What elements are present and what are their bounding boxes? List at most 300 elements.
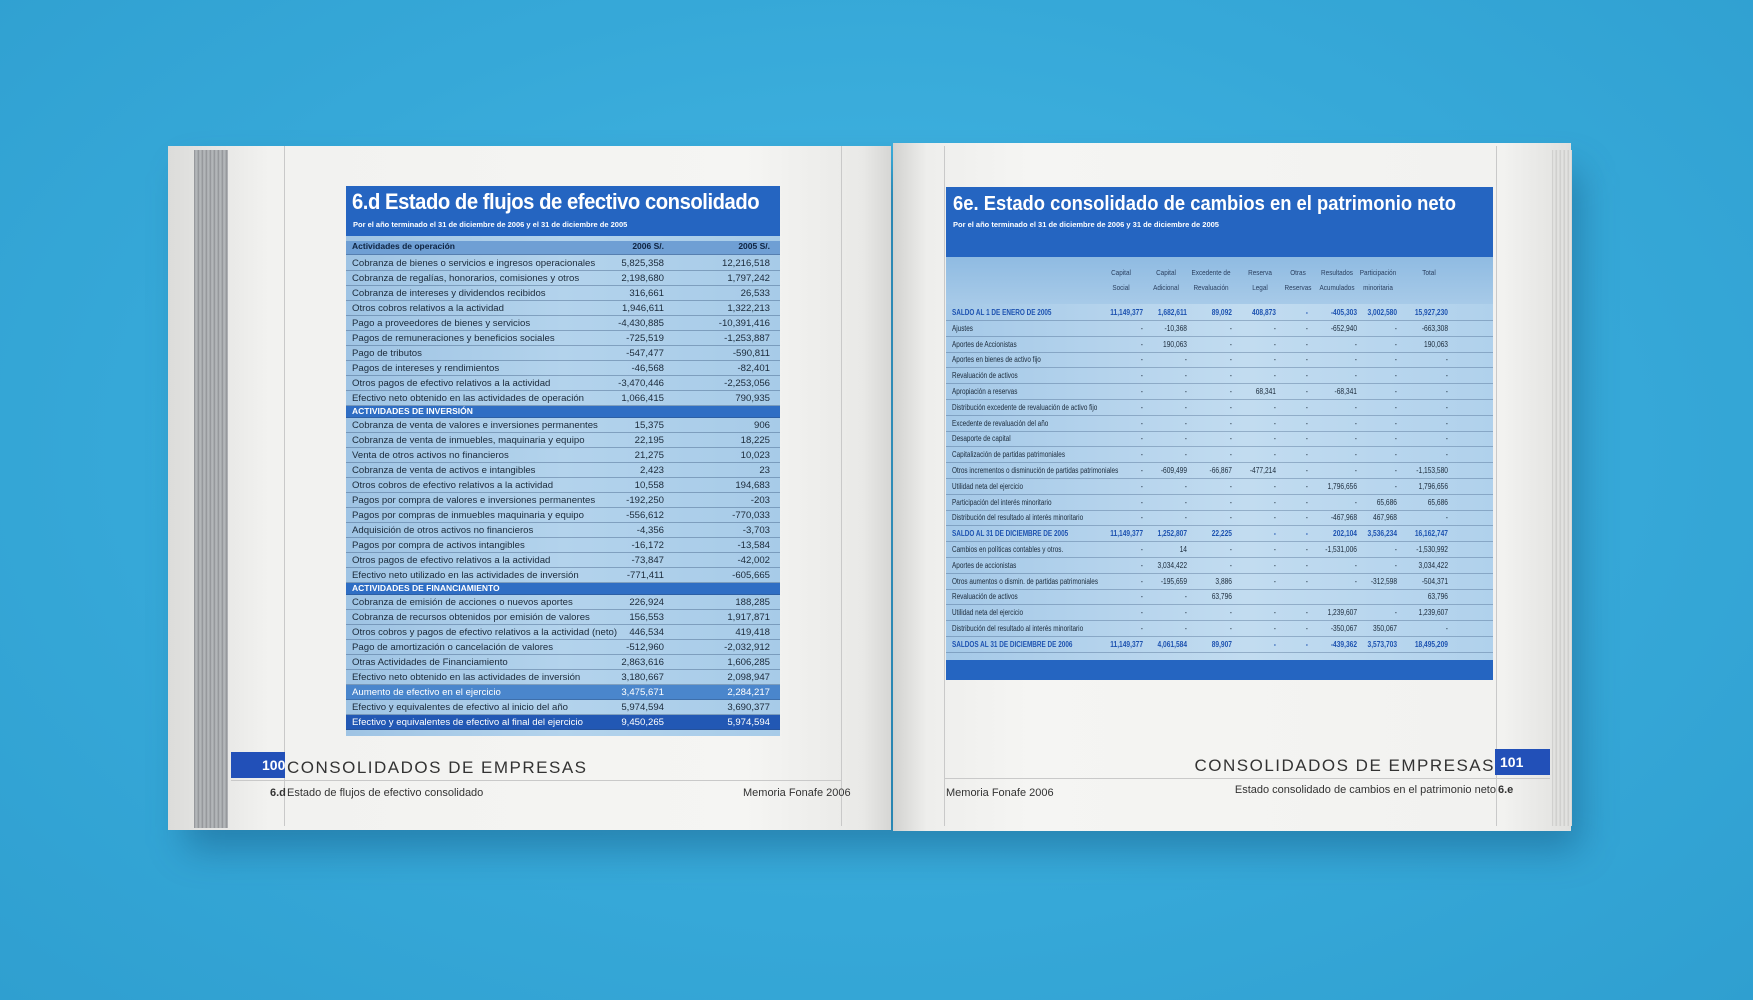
value-2005: 790,935 [735,393,770,404]
cell-value: - [1273,639,1276,649]
row-label: Pago de tributos [352,348,422,359]
table-row [946,558,1493,574]
cell-value: 65,686 [1376,497,1397,507]
value-2006: 156,553 [629,612,664,623]
cell-value: 202,104 [1333,529,1357,539]
table-row [346,655,780,670]
cell-value: - [1140,560,1143,570]
cell-value: - [1305,355,1308,365]
cell-value: - [1445,402,1448,412]
cell-value: - [1140,450,1143,460]
section-row [346,583,780,595]
value-2006: -46,568 [631,363,664,374]
cell-value: -66,867 [1209,466,1232,475]
value-2005: -3,703 [742,525,770,536]
table-row [946,542,1493,558]
table-row [346,331,780,346]
cell-value: - [1305,323,1308,333]
page-subtitle: Por el año terminado el 31 de diciembre de 2006 y 31 de diciembre de 2005 [953,220,1219,229]
cell-value: - [1354,371,1357,381]
cell-value: 65,686 [1427,497,1448,507]
cell-value: -467,968 [1330,513,1357,523]
table-row [946,463,1493,479]
cell-value: -350,067 [1330,624,1357,633]
cell-value: 3,536,234 [1367,529,1397,539]
footer-rule [944,778,1550,779]
cash-flow-table [346,186,780,736]
page-number: 101 [1500,754,1524,770]
cell-value: 15,927,230 [1414,308,1448,317]
value-2005: -13,584 [737,540,770,551]
row-label: Ajustes [952,323,973,333]
cell-value: -663,308 [1421,323,1448,333]
row-label: Pagos de intereses y rendimientos [352,363,500,374]
footer-rule [231,780,841,781]
table-row [946,510,1493,526]
cell-value: 190,063 [1163,339,1187,349]
row-label: Cobranza de recursos obtenidos por emisión de valores [352,612,590,623]
cell-value: 22,225 [1211,529,1232,539]
cell-value: - [1140,371,1143,381]
table-row [946,368,1493,384]
row-label: Revaluación de activos [952,371,1018,381]
row-label: Otros aumentos o dismin. de partidas patrimoniales [952,576,1099,586]
table-row [346,640,780,655]
cell-value: - [1445,450,1448,460]
value-2006: -556,612 [626,510,664,521]
cell-value: - [1273,624,1276,633]
row-label: Otros cobros de efectivo relativos a la actividad [352,480,554,491]
right-inner-guide [944,146,945,826]
row-label: Participación del interés minoritario [952,497,1052,507]
cell-value: 18,495,209 [1414,639,1448,649]
table-row [346,508,780,523]
column-header-line: Reservas [1284,283,1312,292]
cell-value: - [1445,434,1448,444]
cell-value: - [1229,560,1232,570]
value-2005: 26,533 [740,288,770,299]
table-row [946,621,1493,637]
row-label: Distribución del resultado al interés minoritario [952,513,1084,523]
cell-value: 3,573,703 [1367,639,1397,649]
row-label: Apropiación a reservas [952,387,1018,396]
cell-value: 350,067 [1373,624,1397,633]
column-header-line: Adicional [1153,283,1179,292]
cell-value: - [1354,418,1357,428]
cell-value: - [1273,434,1276,444]
table-row [946,352,1493,368]
column-header: 2006 S/. [632,241,664,251]
value-2005: -42,002 [737,555,770,566]
cell-value: - [1394,466,1397,475]
value-2005: 194,683 [735,480,770,491]
cell-value: 3,002,580 [1367,308,1397,317]
value-2006: -771,411 [626,570,664,581]
right-margin-guide [1496,146,1497,826]
cell-value: - [1354,402,1357,412]
cell-value: - [1445,624,1448,633]
row-label: ACTIVIDADES DE FINANCIAMIENTO [352,583,500,593]
cell-value: 89,907 [1211,639,1232,649]
cell-value: - [1394,450,1397,460]
cell-value: -504,371 [1421,576,1448,586]
cell-value: 89,092 [1211,308,1232,317]
balance-row [946,526,1493,542]
cell-value: - [1140,545,1143,554]
cell-value: - [1184,402,1187,412]
equity-column-headers [946,257,1493,304]
row-label: Otros pagos de efectivo relativos a la actividad [352,378,551,389]
value-2006: 10,558 [634,480,664,491]
right-page-stack-edge [1552,150,1572,826]
row-label: SALDOS AL 31 DE DICIEMBRE DE 2006 [952,639,1073,649]
cell-value: - [1229,339,1232,349]
cell-value: - [1229,323,1232,333]
column-header-line: minoritaria [1363,283,1393,292]
cell-value: 3,034,422 [1157,560,1187,570]
value-2005: 10,023 [740,450,770,461]
table-row [346,376,780,391]
table-row [346,361,780,376]
left-inner-guide [841,146,842,826]
cell-value: - [1394,371,1397,381]
row-label: Aumento de efectivo en el ejercicio [352,687,501,698]
page-number-box [231,752,285,778]
balance-row [946,637,1493,653]
cell-value: - [1354,576,1357,586]
cell-value: - [1305,434,1308,444]
cell-value: -652,940 [1330,323,1357,333]
cell-value: - [1445,371,1448,381]
cell-value: - [1140,576,1143,586]
row-label: Desaporte de capital [952,434,1011,444]
table-row [946,321,1493,337]
footer-section-title: CONSOLIDADOS DE EMPRESAS [1194,756,1495,775]
cell-value: - [1354,339,1357,349]
row-label: Distribución excedente de revaluación de activo fijo [952,402,1098,412]
value-2006: 5,825,358 [621,258,664,269]
row-label: Efectivo y equivalentes de efectivo al final del ejercicio [352,717,583,728]
row-label: Capitalización de partidas patrimoniales [952,450,1066,460]
cell-value: - [1273,513,1276,523]
row-label: Adquisición de otros activos no financieros [352,525,534,536]
row-label: Cobranza de regalías, honorarios, comisiones y otros [352,273,580,284]
row-label: Efectivo y equivalentes de efectivo al inicio del año [352,702,568,713]
footer-caption: Estado consolidado de cambios en el patrimonio neto [1234,784,1496,796]
footer-section-title: CONSOLIDADOS DE EMPRESAS [287,758,588,777]
table-row [346,568,780,583]
row-label: Pagos por compras de inmuebles maquinaria y equipo [352,510,584,521]
cell-value: 16,162,747 [1414,529,1448,539]
value-2006: 446,534 [629,627,664,638]
cell-value: - [1305,402,1308,412]
column-header-line: Capital [1111,268,1131,277]
cell-value: - [1184,450,1187,460]
cell-value: - [1184,434,1187,444]
row-label: Utilidad neta del ejercicio [952,481,1024,491]
row-label: Excedente de revaluación del año [952,418,1049,428]
table-row [946,447,1493,463]
cell-value: -195,659 [1160,576,1187,586]
column-header [1317,265,1356,295]
table-row [346,346,780,361]
value-2006: 316,661 [629,288,664,299]
left-page-stack-edge [194,150,228,828]
section-row [346,406,780,418]
cell-value: - [1140,466,1143,475]
value-2005: -10,391,416 [718,318,770,329]
cell-value: - [1305,466,1308,475]
table-row [946,400,1493,416]
cell-value: - [1229,481,1232,491]
cell-value: - [1184,592,1187,602]
cell-value: - [1305,497,1308,507]
value-2005: -203 [750,495,770,506]
cell-value: - [1140,592,1143,602]
cell-value: - [1229,387,1232,396]
cell-value: - [1273,371,1276,381]
value-2006: -512,960 [626,642,664,653]
cell-value: - [1305,308,1308,317]
value-2006: -73,847 [631,555,664,566]
row-label: Revaluación de activos [952,592,1018,602]
cell-value: - [1140,387,1143,396]
cell-value: - [1273,497,1276,507]
column-header [1101,265,1140,295]
cell-value: - [1140,323,1143,333]
cell-value: - [1354,560,1357,570]
cell-value: - [1184,624,1187,633]
row-label: Pagos de remuneraciones y beneficios sociales [352,333,555,344]
cell-value: 14 [1179,545,1187,554]
value-2005: 3,690,377 [727,702,770,713]
value-2005: -770,033 [732,510,770,521]
cell-value: - [1445,418,1448,428]
cell-value: - [1184,387,1187,396]
row-label: Pagos por compra de activos intangibles [352,540,525,551]
value-2005: 23 [759,465,770,476]
cell-value: -405,303 [1330,308,1357,317]
row-label: Distribución del resultado al interés minoritario [952,624,1084,633]
column-header [1358,265,1397,295]
cell-value: - [1229,371,1232,381]
cell-value: 467,968 [1373,513,1397,523]
cell-value: 68,341 [1255,387,1276,396]
column-header-line: Excedente de [1191,268,1231,277]
value-2005: 1,322,213 [727,303,770,314]
cell-value: -10,368 [1164,323,1187,333]
value-2005: 1,606,285 [727,657,770,668]
cell-value: 1,796,656 [1327,481,1357,491]
cell-value: -1,530,992 [1416,545,1448,554]
cell-value: - [1273,529,1276,539]
cell-value: - [1394,387,1397,396]
cell-value: - [1394,339,1397,349]
column-header-line: Otras [1290,268,1306,277]
value-2005: 906 [753,420,770,431]
column-header [1278,265,1317,295]
footer-publication: Memoria Fonafe 2006 [946,787,1054,799]
row-label: Otras Actividades de Financiamiento [352,657,508,668]
value-2005: -2,253,056 [724,378,770,389]
footer-code: 6.e [1498,784,1514,796]
equity-table [946,187,1493,680]
equity-header [946,187,1493,257]
row-label: SALDO AL 31 DE DICIEMBRE DE 2005 [952,529,1069,539]
value-2005: 18,225 [740,435,770,446]
table-row [946,495,1493,511]
cell-value: 1,252,807 [1157,529,1187,539]
cell-value: - [1140,418,1143,428]
table-row [346,286,780,301]
cell-value: -609,499 [1160,466,1187,475]
column-header: Actividades de operación [352,241,455,251]
column-header [1409,265,1448,280]
value-2006: -3,470,446 [618,378,664,389]
table-row [346,478,780,493]
row-label: Venta de otros activos no financieros [352,450,509,461]
table-row [346,538,780,553]
row-label: ACTIVIDADES DE INVERSIÓN [352,406,473,416]
row-label: Aportes en bienes de activo fijo [952,355,1041,365]
value-2005: 1,917,871 [727,612,770,623]
cell-value: - [1394,355,1397,365]
row-label: Pagos por compra de valores e inversiones permanentes [352,495,596,506]
value-2006: 21,275 [634,450,664,461]
cell-value: - [1305,371,1308,381]
cell-value: -1,531,006 [1325,545,1357,554]
row-label: Efectivo neto obtenido en las actividades de inversión [352,672,581,683]
cell-value: - [1394,560,1397,570]
row-label: Cobranza de bienes o servicios e ingresos operacionales [352,258,596,269]
cell-value: - [1273,355,1276,365]
table-row [946,574,1493,590]
cell-value: 4,061,584 [1157,639,1187,649]
cell-value: 1,796,656 [1418,481,1448,491]
row-label: Utilidad neta del ejercicio [952,608,1024,618]
value-2006: -725,519 [626,333,664,344]
table-row [346,523,780,538]
value-2006: -4,356 [636,525,664,536]
cell-value: - [1273,576,1276,586]
cell-value: - [1305,513,1308,523]
cell-value: - [1273,402,1276,412]
page-title: 6e. Estado consolidado de cambios en el patrimonio neto [953,193,1457,215]
cell-value: - [1305,545,1308,554]
cell-value: 3,034,422 [1418,560,1448,570]
cell-value: - [1229,355,1232,365]
cell-value: - [1445,387,1448,396]
table-row [946,416,1493,432]
cell-value: - [1394,481,1397,491]
cell-value: - [1305,450,1308,460]
cell-value: - [1305,624,1308,633]
value-2006: 1,066,415 [621,393,664,404]
page-subtitle: Por el año terminado el 31 de diciembre de 2006 y el 31 de diciembre de 2005 [353,220,628,229]
cell-value: 190,063 [1424,339,1448,349]
footer-caption: Estado de flujos de efectivo consolidado [287,787,484,799]
table-row [346,463,780,478]
column-header: 2005 S/. [738,241,770,251]
cell-value: 63,796 [1427,592,1448,602]
column-header-line: Social [1112,283,1130,292]
cell-value: - [1354,434,1357,444]
cell-value: 408,873 [1252,308,1276,317]
table-row [346,301,780,316]
row-label: Cambios en políticas contables y otros. [952,545,1064,554]
value-2005: -590,811 [732,348,770,359]
table-row [346,418,780,433]
column-header [1240,265,1279,295]
cell-value: - [1229,497,1232,507]
cell-value: - [1305,387,1308,396]
table-row [346,391,780,406]
value-2006: 9,450,265 [621,717,664,728]
row-label: Otros cobros y pagos de efectivo relativos a la actividad (neto) [352,627,618,638]
cell-value: 3,886 [1215,576,1232,586]
equity-footer-band [946,660,1493,680]
cell-value: - [1273,608,1276,618]
cell-value: - [1184,355,1187,365]
cell-value: - [1140,402,1143,412]
cell-value: - [1140,497,1143,507]
cell-value: 11,149,377 [1110,529,1143,539]
cell-value: - [1394,545,1397,554]
row-label: Aportes de Accionistas [952,339,1017,349]
table-row [346,493,780,508]
value-2006: 2,863,616 [621,657,664,668]
value-2006: 3,475,671 [621,687,664,698]
cell-value: 1,239,607 [1418,608,1448,618]
value-2005: 2,284,217 [727,687,770,698]
cell-value: - [1354,497,1357,507]
value-2006: -547,477 [626,348,664,359]
column-header [1191,265,1230,295]
value-2005: -1,253,887 [724,333,770,344]
cell-value: - [1305,529,1308,539]
column-header-line: Capital [1156,268,1176,277]
cell-value: -477,214 [1249,466,1276,475]
value-2005: 419,418 [735,627,770,638]
cell-value: - [1229,402,1232,412]
table-row [946,605,1493,621]
cell-value: - [1305,418,1308,428]
cell-value: - [1394,434,1397,444]
row-label: SALDO AL 1 DE ENERO DE 2005 [952,308,1052,317]
cell-value: - [1140,355,1143,365]
table-row [346,670,780,685]
value-2006: 2,423 [639,465,664,476]
cell-value: - [1184,481,1187,491]
value-2006: 226,924 [629,597,664,608]
column-header-line: Acumulados [1319,283,1355,292]
table-header-row [346,241,780,255]
cell-value: - [1394,402,1397,412]
value-2006: 3,180,667 [621,672,664,683]
cell-value: - [1229,418,1232,428]
cell-value: - [1354,466,1357,475]
row-label: Cobranza de emisión de acciones o nuevos aportes [352,597,573,608]
page-title: 6.d Estado de flujos de efectivo consolidado [352,189,760,214]
column-header-line: Revaluación [1193,283,1229,292]
value-2005: -82,401 [737,363,770,374]
row-label: Cobranza de venta de valores e inversiones permanentes [352,420,598,431]
row-label: Efectivo neto utilizado en las actividades de inversión [352,570,579,581]
table-row [346,433,780,448]
value-2006: -16,172 [631,540,664,551]
cash-flow-header [346,186,780,236]
cell-value: - [1229,624,1232,633]
